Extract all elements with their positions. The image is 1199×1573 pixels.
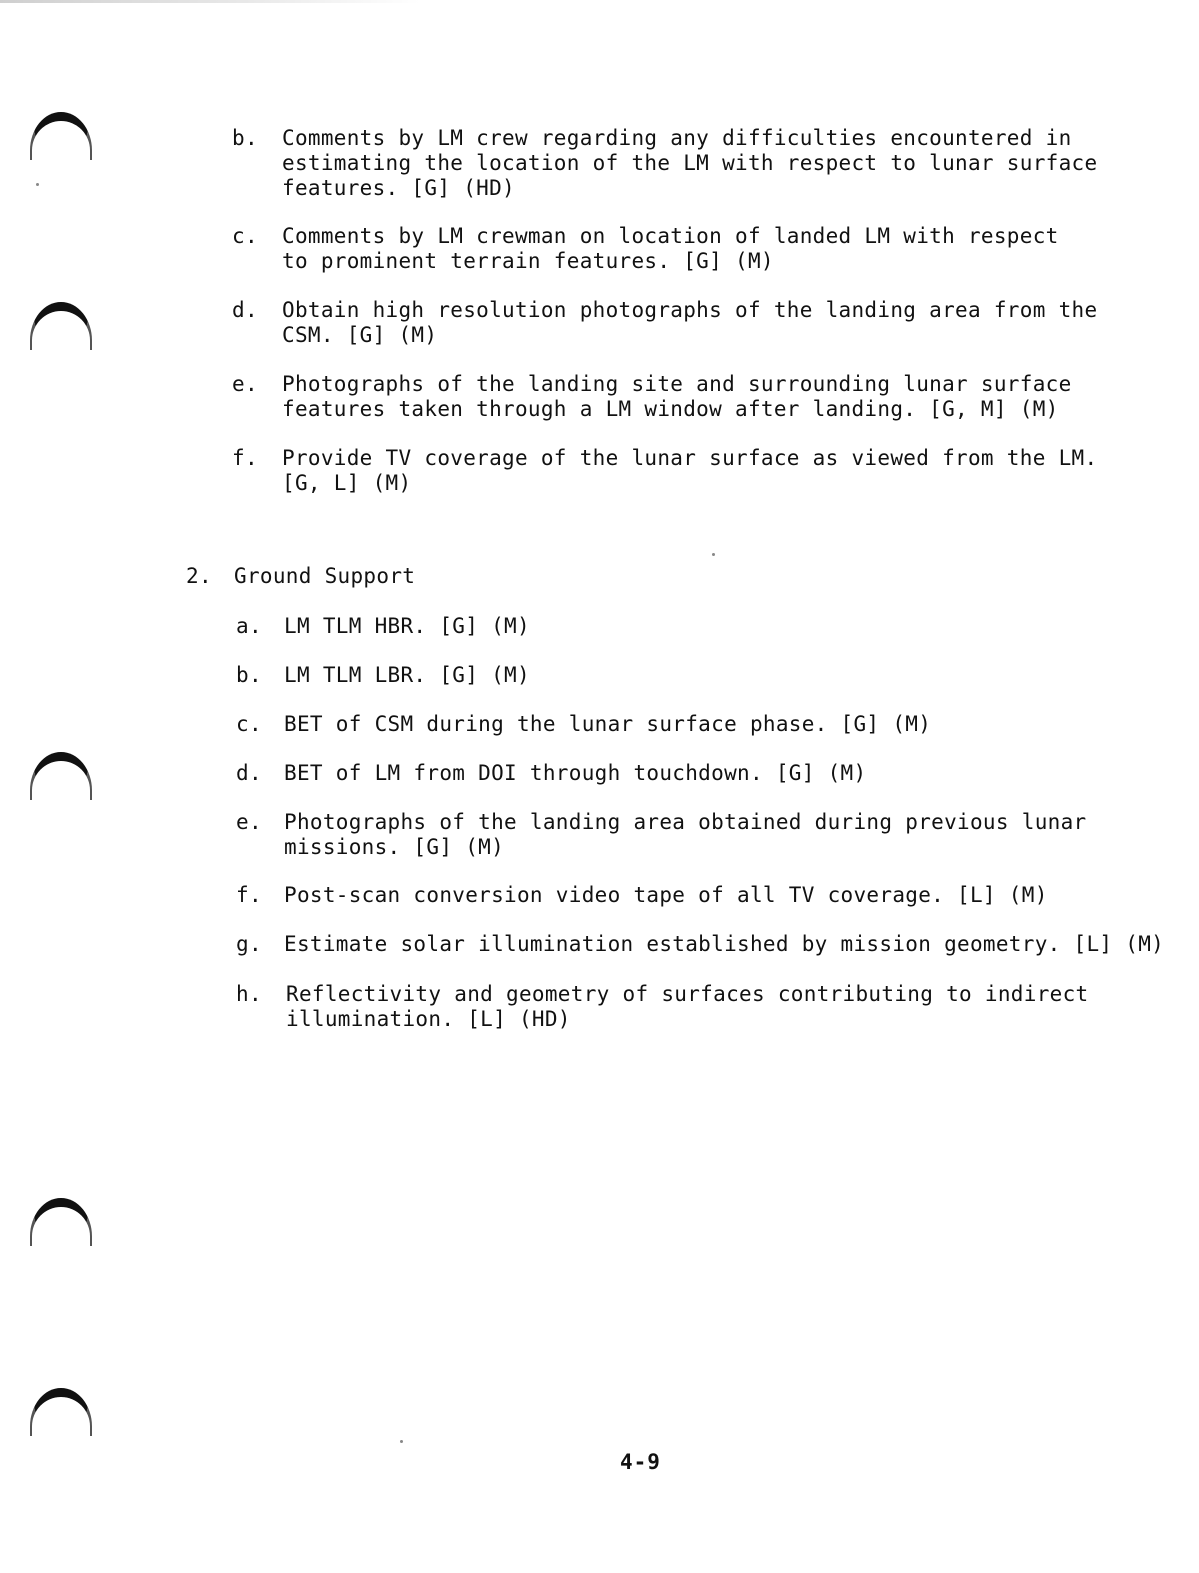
item-text-line: Provide TV coverage of the lunar surface as viewed from the LM. (282, 446, 1098, 470)
item-text-line: Post-scan conversion video tape of all TV coverage. [L] (M) (284, 883, 1048, 907)
item-letter: e. (232, 372, 258, 396)
item-text-line: Comments by LM crewman on location of landed LM with respect (282, 224, 1059, 248)
binder-hole-3 (30, 752, 92, 800)
item-letter: b. (232, 126, 258, 150)
item-text-line: BET of CSM during the lunar surface phase. [G] (M) (284, 712, 932, 736)
item-letter: d. (232, 298, 258, 322)
item-letter: f. (232, 446, 258, 470)
item-letter: c. (232, 224, 258, 248)
scan-speck (712, 553, 715, 556)
item-letter: e. (236, 810, 262, 834)
scan-speck (400, 1440, 403, 1443)
item-text-line: illumination. [L] (HD) (286, 1007, 571, 1031)
item-text-line: Photographs of the landing site and surrounding lunar surface (282, 372, 1072, 396)
item-text-line: LM TLM HBR. [G] (M) (284, 614, 530, 638)
item-text-line: Reflectivity and geometry of surfaces contributing to indirect (286, 982, 1089, 1006)
item-text-line: features. [G] (HD) (282, 176, 515, 200)
scan-top-edge (0, 0, 420, 3)
binder-hole-2 (30, 302, 92, 350)
item-text-line: missions. [G] (M) (284, 835, 505, 859)
item-text-line: Estimate solar illumination established by mission geometry. [L] (M) (284, 932, 1165, 956)
section-title: Ground Support (234, 564, 416, 588)
item-text-line: Obtain high resolution photographs of the landing area from the (282, 298, 1098, 322)
item-text-line: features taken through a LM window after landing. [G, M] (M) (282, 397, 1059, 421)
page-number: 4-9 (620, 1450, 661, 1474)
item-letter: c. (236, 712, 262, 736)
item-text-line: Comments by LM crew regarding any difficulties encountered in (282, 126, 1072, 150)
binder-hole-1 (30, 112, 92, 160)
item-text-line: estimating the location of the LM with respect to lunar surface (282, 151, 1098, 175)
item-letter: d. (236, 761, 262, 785)
item-letter: a. (236, 614, 262, 638)
item-letter: f. (236, 883, 262, 907)
item-letter: h. (236, 982, 262, 1006)
binder-hole-5 (30, 1388, 92, 1436)
item-text-line: LM TLM LBR. [G] (M) (284, 663, 530, 687)
item-text-line: [G, L] (M) (282, 471, 412, 495)
item-text-line: CSM. [G] (M) (282, 323, 438, 347)
item-letter: b. (236, 663, 262, 687)
scan-speck (36, 183, 39, 186)
item-letter: g. (236, 932, 262, 956)
binder-hole-4 (30, 1198, 92, 1246)
item-text-line: BET of LM from DOI through touchdown. [G] (M) (284, 761, 867, 785)
item-text-line: to prominent terrain features. [G] (M) (282, 249, 774, 273)
item-text-line: Photographs of the landing area obtained during previous lunar (284, 810, 1087, 834)
section-number: 2. (186, 564, 212, 588)
